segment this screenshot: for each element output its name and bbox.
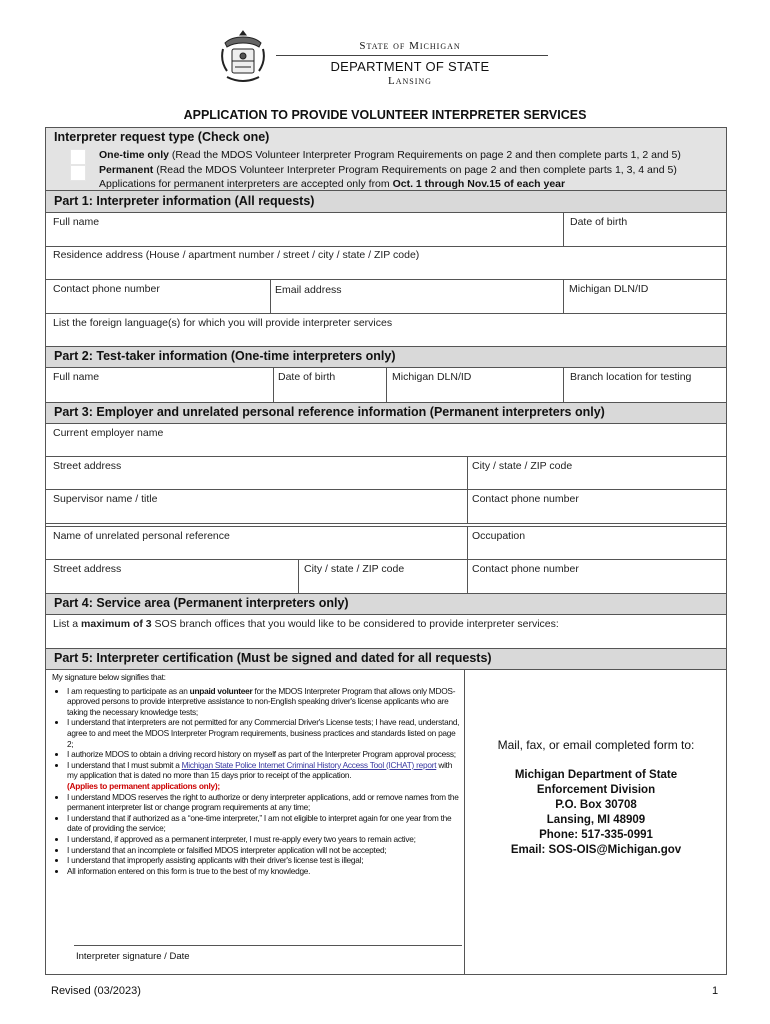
cert-item-1-pre: I am requesting to participate as an [67,685,190,696]
signature-line[interactable] [74,945,462,946]
cert-item-5: • I understand MDOS reserves the right to authorize or deny interpreter applications, add or remove names from the permanent interpreter list or change program requirements at any time; [67,792,462,813]
department-name: DEPARTMENT OF STATE [330,59,490,74]
address-line-4: Lansing, MI 48909 [546,814,646,826]
cert-item-8: • I understand that an incomplete or falsified MDOS interpreter application will not be accepted; [67,845,462,856]
part1-full-name-field[interactable]: Full name [53,216,100,228]
employer-name-field[interactable]: Current employer name [53,427,164,439]
supervisor-field[interactable]: Supervisor name / title [53,493,158,505]
cert-item-1-bold: unpaid volunteer [189,685,253,696]
cert-item-4-post: with my application that is dated no more than 15 days prior to receipt of the application. [67,759,453,781]
permanent-label: Permanent [99,164,154,176]
residence-address-field[interactable]: Residence address (House / apartment number / street / city / state / ZIP code) [53,249,420,261]
city-name: Lansing [388,75,432,87]
cert-item-4 [67,760,462,792]
address-line-1: Michigan Department of State [514,769,678,781]
permanent-note [99,178,565,190]
one-time-label: One-time only [99,149,170,161]
part2-dob-field[interactable]: Date of birth [278,371,336,383]
one-time-option [99,149,681,161]
permanent-checkbox[interactable] [70,165,86,181]
mail-instructions: Mail, fax, or email completed form to: [497,738,695,752]
cert-item-7: • I understand, if approved as a permanent interpreter, I must re-apply every two years to remain active; [67,834,462,845]
certification-statements [52,672,462,876]
cert-item-3: • I authorize MDOS to obtain a driving record history on myself as part of the Interpreter Program approval process; [67,749,462,760]
reference-street-field[interactable]: Street address [53,563,122,575]
email-address-field[interactable]: Email address [275,284,342,296]
part2-heading: Part 2: Test-taker information (One-time interpreters only) [54,349,396,363]
service-area-field[interactable] [53,618,559,630]
supervisor-phone-field[interactable]: Contact phone number [472,493,579,505]
one-time-description: (Read the MDOS Volunteer Interpreter Program Requirements on page 2 and then complete parts 1, 2 and 5) [169,149,681,161]
state-name: State of Michigan [359,40,461,52]
one-time-checkbox[interactable] [70,149,86,165]
part5-heading: Part 5: Interpreter certification (Must be signed and dated for all requests) [54,651,492,665]
cert-item-4-note: (Applies to permanent applications only); [67,780,220,791]
michigan-seal-icon [219,29,267,85]
part1-dln-field[interactable]: Michigan DLN/ID [569,283,649,295]
cert-item-1 [67,686,462,718]
part2-full-name-field[interactable]: Full name [53,371,100,383]
reference-occupation-field[interactable]: Occupation [472,530,526,542]
request-type-heading: Interpreter request type (Check one) [54,130,270,144]
signature-label: Interpreter signature / Date [76,951,190,962]
revision-date: Revised (03/2023) [51,985,141,997]
cert-item-2: • I understand that interpreters are not permitted for any Commercial Driver's License tests; I have read, understand, agree to and meet the MDOS Interpreter Program requirements, business practices and standards listed on page 2; [67,717,462,749]
address-line-3: P.O. Box 30708 [555,799,637,811]
address-email: Email: SOS-OIS@Michigan.gov [510,844,682,856]
cert-item-4-pre: I understand that I must submit a [67,759,182,770]
page-number: 1 [712,985,719,997]
form-title: APPLICATION TO PROVIDE VOLUNTEER INTERPRETER SERVICES [183,108,587,122]
permanent-note-dates: Oct. 1 through Nov.15 of each year [392,178,566,190]
employer-street-field[interactable]: Street address [53,460,122,472]
languages-field[interactable]: List the foreign language(s) for which you will provide interpreter services [53,317,393,329]
cert-item-1-post: for the MDOS Interpreter Program that allows only MDOS-approved persons to provide interpretive assistance to non-English speaking driver's license applicants who are taking the necessary knowledge tests; [67,685,456,717]
contact-phone-field[interactable]: Contact phone number [53,283,160,295]
ichat-link[interactable]: Michigan State Police Internet Criminal History Access Tool (ICHAT) report [181,759,437,770]
employer-city-field[interactable]: City / state / ZIP code [472,460,573,472]
certification-intro: My signature below signifies that: [52,672,166,682]
permanent-option [99,164,677,176]
part2-dln-field[interactable]: Michigan DLN/ID [392,371,472,383]
cert-item-9: • I understand that improperly assisting applicants with their driver's license test is illegal; [67,855,462,866]
address-line-2: Enforcement Division [536,784,656,796]
service-area-max: maximum of 3 [81,618,152,630]
address-phone: Phone: 517-335-0991 [539,829,653,841]
permanent-description: (Read the MDOS Volunteer Interpreter Program Requirements on page 2 and then complete parts 1, 3, 4 and 5) [153,164,677,176]
reference-name-field[interactable]: Name of unrelated personal reference [53,530,230,542]
permanent-note-text: Applications for permanent interpreters are accepted only from [99,178,393,190]
part1-dob-field[interactable]: Date of birth [570,216,628,228]
part4-heading: Part 4: Service area (Permanent interpreters only) [54,596,349,610]
branch-location-field[interactable]: Branch location for testing [570,371,692,383]
cert-item-6: • I understand that if authorized as a “one-time interpreter,” I am not eligible to interpret again for one year from the date of providing the service; [67,813,462,834]
reference-phone-field[interactable]: Contact phone number [472,563,579,575]
service-area-text-pre: List a [53,618,82,630]
header-divider [276,55,548,56]
mailing-address [466,768,726,858]
service-area-text-post: SOS branch offices that you would like to be considered to provide interpreter services: [151,618,559,630]
part1-heading: Part 1: Interpreter information (All requests) [54,194,315,208]
application-form [45,127,727,975]
reference-city-field[interactable]: City / state / ZIP code [304,563,405,575]
part3-heading: Part 3: Employer and unrelated personal reference information (Permanent interpreters only) [54,405,605,419]
cert-item-10: • All information entered on this form is true to the best of my knowledge. [67,866,462,877]
